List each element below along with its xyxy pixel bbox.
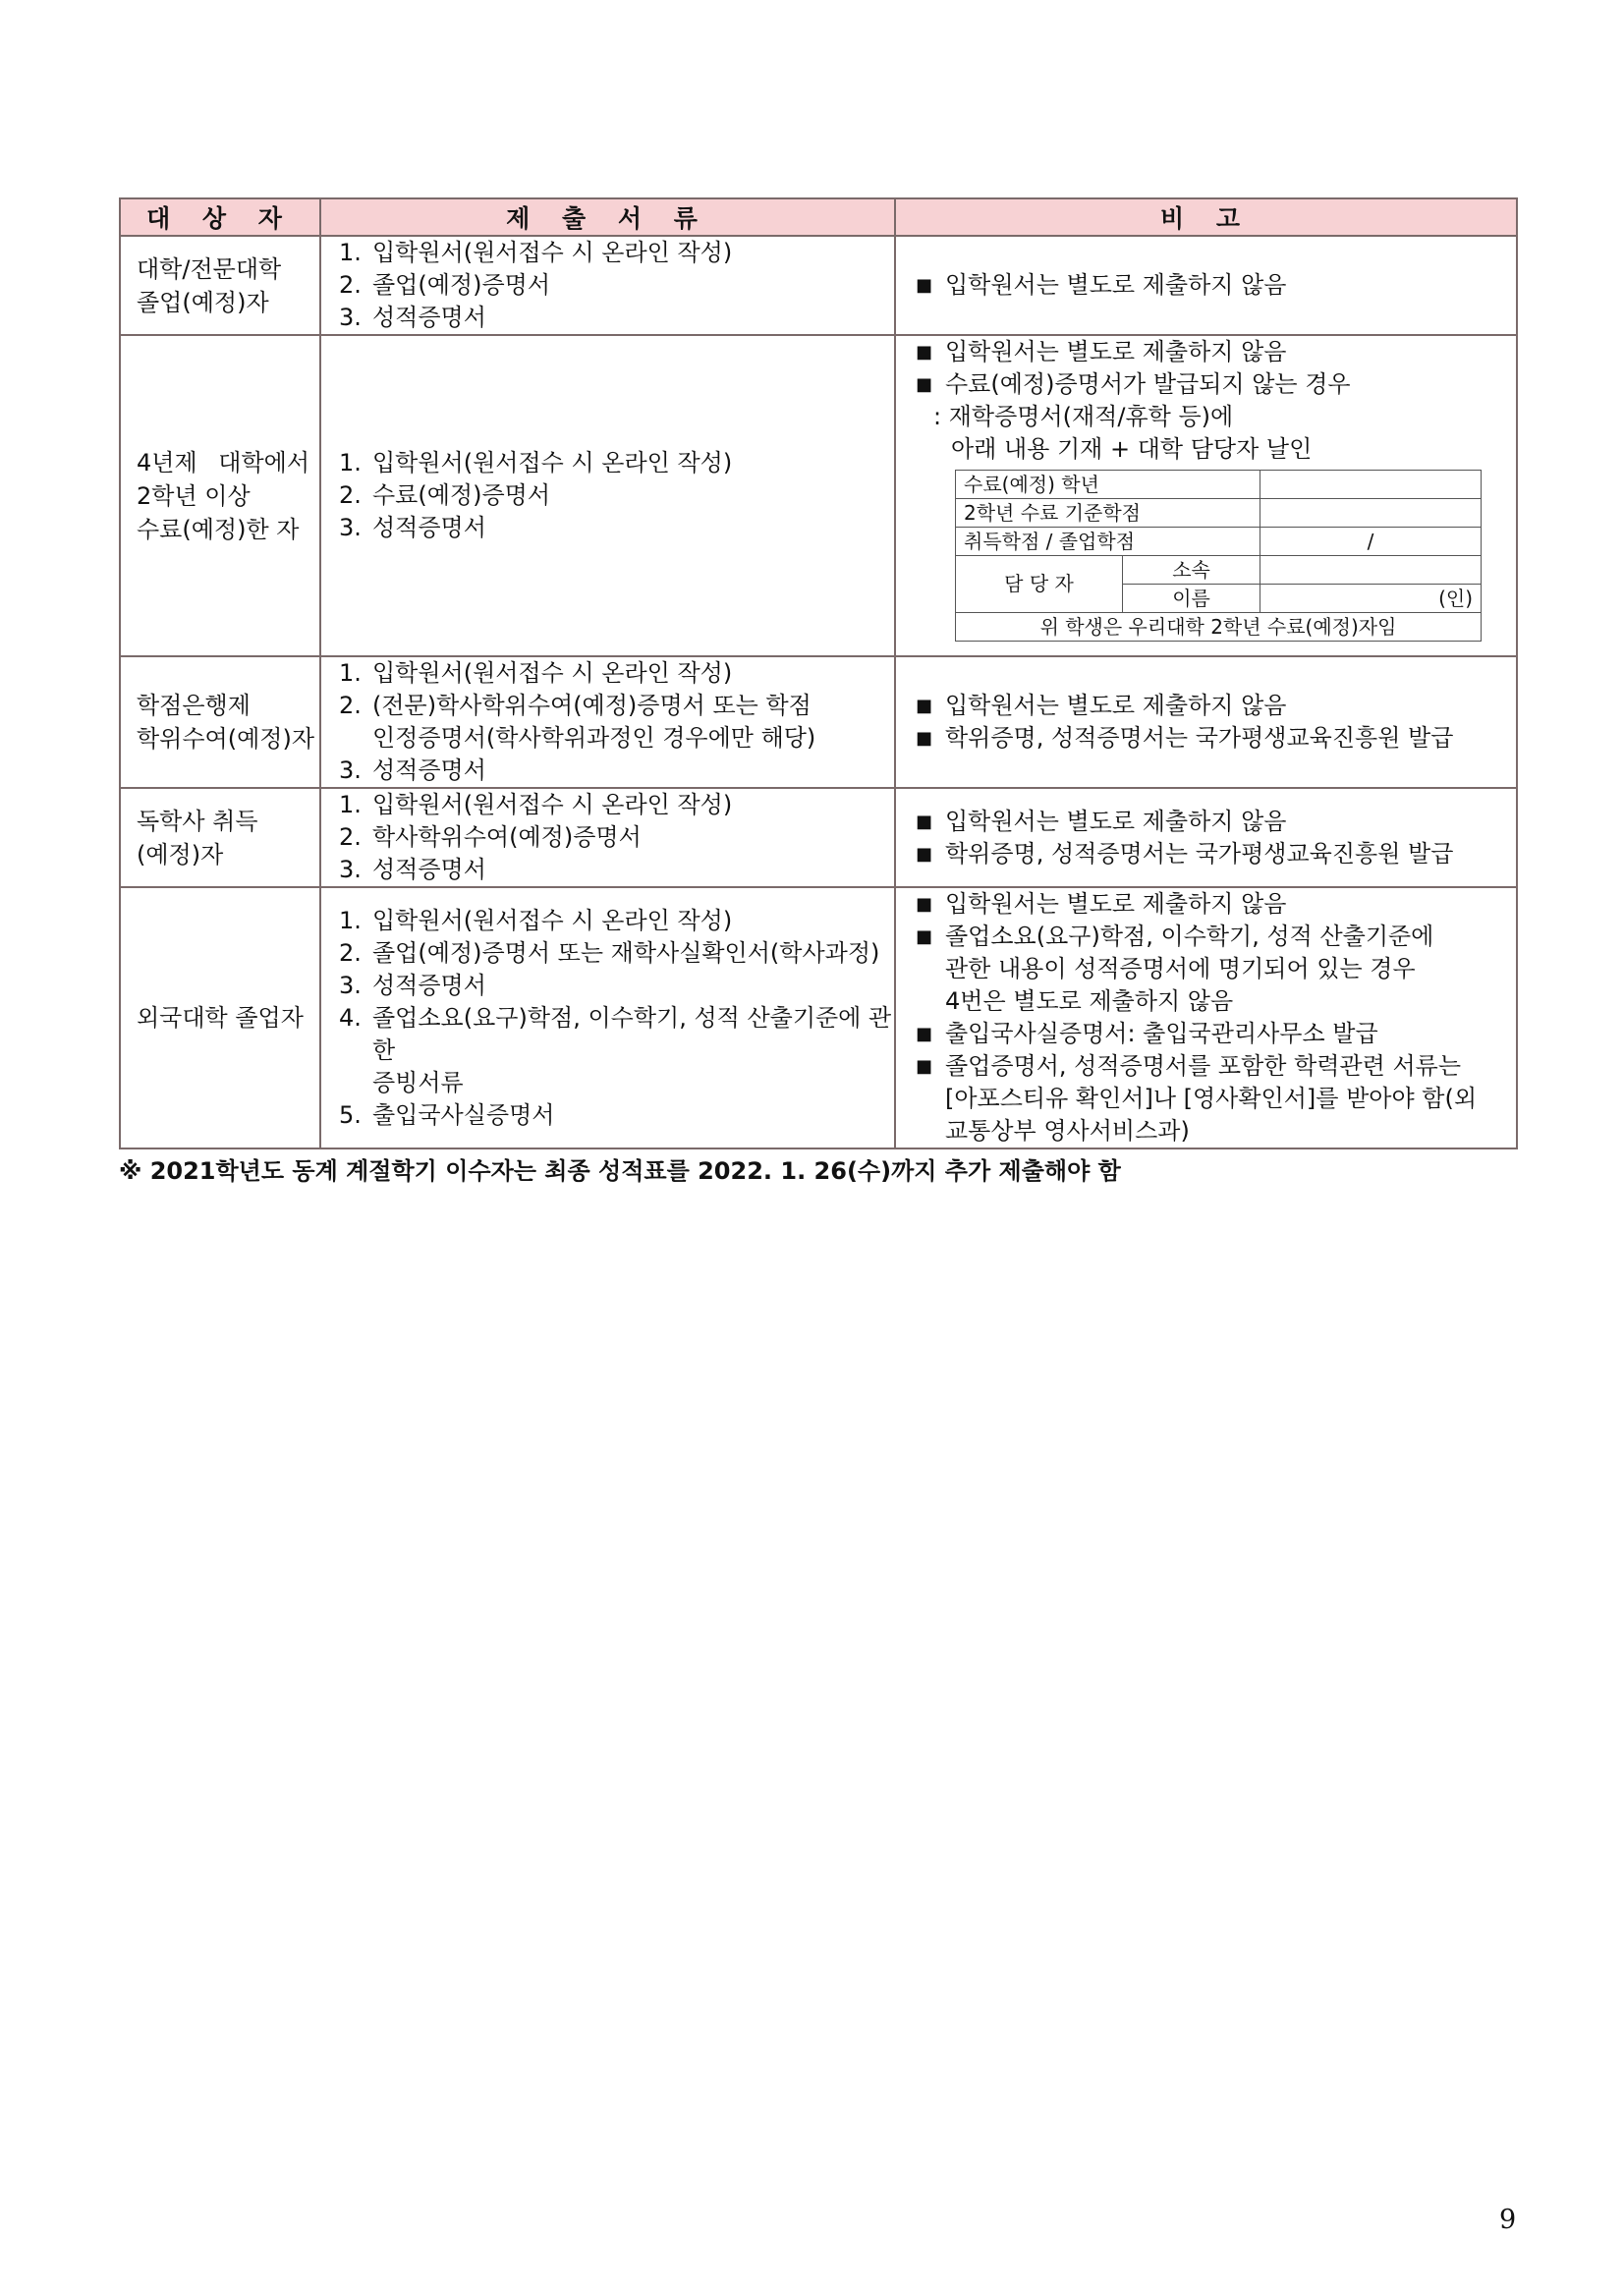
submission-documents-table bbox=[119, 197, 1518, 1149]
list-item: 3. 성적증명서 bbox=[339, 304, 486, 331]
list-item: ■ 입학원서는 별도로 제출하지 않음 bbox=[916, 806, 1516, 838]
header-documents: 제 출 서 류 bbox=[320, 198, 895, 236]
documents-cell: 1. 입학원서(원서접수 시 온라인 작성) 2. (전문)학사학위수여(예정)증명서 또는 학점 인정증명서(학사학위과정인 경우에만 해당) 3. 성적증명서 bbox=[320, 656, 895, 788]
target-cell: 학점은행제 학위수여(예정)자 bbox=[120, 656, 320, 788]
table-row bbox=[120, 236, 1517, 335]
list-item: 2. 졸업(예정)증명서 bbox=[339, 271, 551, 299]
documents-cell bbox=[320, 236, 895, 335]
bullet-icon: ■ bbox=[916, 728, 933, 749]
list-item: 4. 졸업소요(요구)학점, 이수학기, 성적 산출기준에 관한 bbox=[339, 1003, 892, 1064]
confirmation-table: 수료(예정) 학년 2학년 수료 기준학점 취득학점 / 졸업학점 / 담 당 자 소속 이름 (인) 위 학생은 우리대학 2학년 수료(예정)자임 bbox=[955, 470, 1482, 642]
bullet-icon: ■ bbox=[916, 374, 933, 395]
bullet-icon: ■ bbox=[916, 1024, 933, 1044]
bullet-icon: ■ bbox=[916, 894, 933, 915]
list-item: 5. 출입국사실증명서 bbox=[339, 1100, 555, 1129]
list-item: 1. 입학원서(원서접수 시 온라인 작성) bbox=[339, 239, 733, 266]
remarks-cell: ■ 입학원서는 별도로 제출하지 않음 ■ 졸업소요(요구)학점, 이수학기, 성적 산출기준에 관한 내용이 성적증명서에 명기되어 있는 경우 4번은 별도로 제출하지 않음 ■ 출입국사실증명서: 출입국관리사무소 발급 ■ 졸업증명서, 성적증명서를 포함한 학력관련 서류는 [아포스티유 확인서]나 [영사확인서]를 받아야 함(외 교통상부 영사서비스과) bbox=[895, 887, 1517, 1148]
documents-cell bbox=[320, 788, 895, 887]
list-item: 3. 성적증명서 bbox=[339, 756, 486, 784]
documents-cell bbox=[320, 335, 895, 656]
bullet-icon: ■ bbox=[916, 1056, 933, 1077]
list-item: 2. 학사학위수여(예정)증명서 bbox=[339, 823, 642, 851]
header-target: 대 상 자 bbox=[120, 198, 320, 236]
table-header-row bbox=[120, 198, 1517, 236]
list-item: 1. 입학원서(원서접수 시 온라인 작성) bbox=[339, 791, 733, 818]
bullet-icon: ■ bbox=[916, 342, 933, 363]
list-item: ■ 수료(예정)증명서가 발급되지 않는 경우 bbox=[916, 368, 1516, 401]
documents-cell: 1. 입학원서(원서접수 시 온라인 작성) 2. 졸업(예정)증명서 또는 재학사실확인서(학사과정) 3. 성적증명서 4. 졸업소요(요구)학점, 이수학기, 성적 산출기준에 관한 증빙서류 5. 출입국사실증명서 bbox=[320, 887, 895, 1148]
header-remarks: 비 고 bbox=[895, 198, 1517, 236]
list-item: ■ 입학원서는 별도로 제출하지 않음 bbox=[916, 269, 1516, 302]
list-item: 1. 입학원서(원서접수 시 온라인 작성) bbox=[339, 906, 733, 934]
list-item: 3. 성적증명서 bbox=[339, 856, 486, 883]
table-row bbox=[120, 656, 1517, 788]
page-number: 9 bbox=[1499, 2205, 1517, 2235]
list-item: 3. 성적증명서 bbox=[339, 514, 486, 541]
list-item: 2. (전문)학사학위수여(예정)증명서 또는 학점 bbox=[339, 692, 812, 719]
bullet-icon: ■ bbox=[916, 275, 933, 296]
list-item: 3. 성적증명서 bbox=[339, 971, 486, 999]
table-row bbox=[120, 887, 1517, 1148]
target-cell: 독학사 취득 (예정)자 bbox=[120, 788, 320, 887]
list-item: ■ 출입국사실증명서: 출입국관리사무소 발급 bbox=[916, 1018, 1516, 1050]
bullet-icon: ■ bbox=[916, 843, 933, 865]
list-item: ■ 졸업증명서, 성적증명서를 포함한 학력관련 서류는 bbox=[916, 1050, 1516, 1083]
list-item: ■ 입학원서는 별도로 제출하지 않음 bbox=[916, 336, 1516, 368]
list-item: 2. 졸업(예정)증명서 또는 재학사실확인서(학사과정) bbox=[339, 938, 880, 967]
list-item: ■ 졸업소요(요구)학점, 이수학기, 성적 산출기준에 bbox=[916, 921, 1516, 953]
bullet-icon: ■ bbox=[916, 811, 933, 832]
target-cell: 외국대학 졸업자 bbox=[120, 887, 320, 1148]
table-row bbox=[120, 788, 1517, 887]
list-item: ■ 입학원서는 별도로 제출하지 않음 bbox=[916, 690, 1516, 722]
remarks-cell bbox=[895, 236, 1517, 335]
list-item: 1. 입학원서(원서접수 시 온라인 작성) bbox=[339, 659, 733, 687]
bullet-icon: ■ bbox=[916, 696, 933, 716]
list-item: 2. 수료(예정)증명서 bbox=[339, 481, 551, 509]
table-row bbox=[120, 335, 1517, 656]
input-blank bbox=[1260, 556, 1482, 585]
list-item: ■ 학위증명, 성적증명서는 국가평생교육진흥원 발급 bbox=[916, 722, 1516, 755]
list-item: 1. 입학원서(원서접수 시 온라인 작성) bbox=[339, 449, 733, 476]
footnote: ※ 2021학년도 동계 계절학기 이수자는 최종 성적표를 2022. 1. 26(수)까지 추가 제출해야 함 bbox=[119, 1157, 1121, 1185]
target-cell: 대학/전문대학 졸업(예정)자 bbox=[120, 236, 320, 335]
remarks-cell bbox=[895, 656, 1517, 788]
list-item: ■ 학위증명, 성적증명서는 국가평생교육진흥원 발급 bbox=[916, 838, 1516, 870]
input-blank bbox=[1260, 499, 1482, 528]
bullet-icon: ■ bbox=[916, 926, 933, 947]
list-item: ■ 입학원서는 별도로 제출하지 않음 bbox=[916, 888, 1516, 921]
target-cell: 4년제 대학에서 2학년 이상 수료(예정)한 자 bbox=[120, 335, 320, 656]
input-blank bbox=[1260, 471, 1482, 499]
remarks-cell bbox=[895, 788, 1517, 887]
remarks-cell: ■ 입학원서는 별도로 제출하지 않음 ■ 수료(예정)증명서가 발급되지 않는 경우 : 재학증명서(재적/휴학 등)에 아래 내용 기재 + 대학 담당자 날인 수료(예정) 학년 2학년 수료 기준학점 취득학점 / 졸업학점 / 담 당 자 소속 이름 (인) 위 학생은 우리대학 2학년 수료(예정)자임 bbox=[895, 335, 1517, 656]
